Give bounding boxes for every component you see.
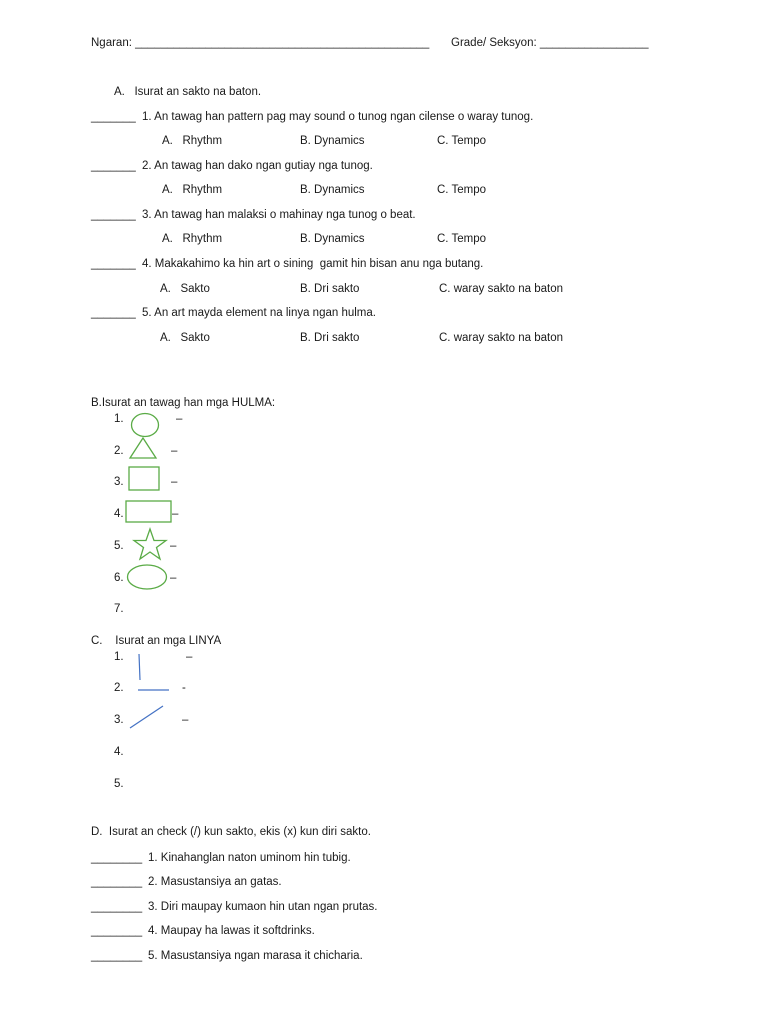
circle-icon <box>130 412 160 438</box>
answer-dash: – <box>170 540 177 552</box>
part-a-title: A. Isurat an sakto na baton. <box>114 86 262 98</box>
choice-b: B. Dri sakto <box>300 332 360 344</box>
oval-icon <box>126 563 168 591</box>
statement-text: 4. Maupay ha lawas it softdrinks. <box>148 925 315 937</box>
item-number: 4. <box>114 508 124 520</box>
diagonal-line-icon <box>128 704 166 730</box>
grade-section-field-label: Grade/ Seksyon: _________________ <box>451 37 649 49</box>
question-blank: _______ <box>91 258 136 270</box>
answer-dash: – <box>182 714 189 726</box>
item-number: 1. <box>114 413 124 425</box>
choice-b: B. Dynamics <box>300 184 365 196</box>
question-text: 2. An tawag han dako ngan gutiay nga tunog. <box>142 160 373 172</box>
statement-blank: ________ <box>91 876 143 888</box>
choice-a: A. Sakto <box>160 332 210 344</box>
question-blank: _______ <box>91 209 136 221</box>
item-number: 6. <box>114 572 124 584</box>
answer-dash: – <box>186 651 193 663</box>
choice-a: A. Rhythm <box>162 184 223 196</box>
answer-dash: – <box>172 508 179 520</box>
choice-b: B. Dynamics <box>300 135 365 147</box>
item-number: 1. <box>114 651 124 663</box>
item-number: 2. <box>114 445 124 457</box>
answer-dash: – <box>176 413 183 425</box>
square-icon <box>128 466 162 492</box>
question-blank: _______ <box>91 307 136 319</box>
answer-dash: - <box>182 682 186 694</box>
choice-c: C. waray sakto na baton <box>439 283 564 295</box>
statement-text: 5. Masustansiya ngan marasa it chicharia. <box>148 950 363 962</box>
choice-a: A. Rhythm <box>162 135 223 147</box>
question-text: 3. An tawag han malaksi o mahinay nga tunog o beat. <box>142 209 416 221</box>
rectangle-icon <box>125 500 173 524</box>
answer-dash: – <box>171 476 178 488</box>
name-field-label: Ngaran: ______________________________________________ <box>91 37 430 49</box>
choice-b: B. Dri sakto <box>300 283 360 295</box>
statement-blank: ________ <box>91 901 143 913</box>
part-c-title: C. Isurat an mga LINYA <box>91 635 222 647</box>
item-number: 3. <box>114 476 124 488</box>
vertical-line-icon <box>134 652 144 682</box>
statement-text: 3. Diri maupay kumaon hin utan ngan prutas. <box>148 901 378 913</box>
question-blank: _______ <box>91 160 136 172</box>
item-number: 2. <box>114 682 124 694</box>
statement-blank: ________ <box>91 950 143 962</box>
choice-c: C. waray sakto na baton <box>439 332 564 344</box>
item-number: 5. <box>114 778 124 790</box>
triangle-icon <box>128 436 158 460</box>
answer-dash: – <box>170 572 177 584</box>
question-text: 4. Makakahimo ka hin art o sining gamit hin bisan anu nga butang. <box>142 258 484 270</box>
item-number: 7. <box>114 603 124 615</box>
question-text: 1. An tawag han pattern pag may sound o tunog ngan cilense o waray tunog. <box>142 111 534 123</box>
question-blank: _______ <box>91 111 136 123</box>
choice-a: A. Rhythm <box>162 233 223 245</box>
choice-c: C. Tempo <box>437 184 487 196</box>
star-icon <box>131 527 169 561</box>
statement-text: 2. Masustansiya an gatas. <box>148 876 282 888</box>
item-number: 3. <box>114 714 124 726</box>
answer-dash: – <box>171 445 178 457</box>
choice-a: A. Sakto <box>160 283 210 295</box>
choice-c: C. Tempo <box>437 135 487 147</box>
item-number: 5. <box>114 540 124 552</box>
statement-blank: ________ <box>91 925 143 937</box>
question-text: 5. An art mayda element na linya ngan hulma. <box>142 307 376 319</box>
statement-text: 1. Kinahanglan naton uminom hin tubig. <box>148 852 351 864</box>
part-b-title: B.Isurat an tawag han mga HULMA: <box>91 397 276 409</box>
part-d-title: D. Isurat an check (/) kun sakto, ekis (x) kun diri sakto. <box>91 826 371 838</box>
choice-b: B. Dynamics <box>300 233 365 245</box>
item-number: 4. <box>114 746 124 758</box>
horizontal-line-icon <box>137 685 171 695</box>
choice-c: C. Tempo <box>437 233 487 245</box>
statement-blank: ________ <box>91 852 143 864</box>
